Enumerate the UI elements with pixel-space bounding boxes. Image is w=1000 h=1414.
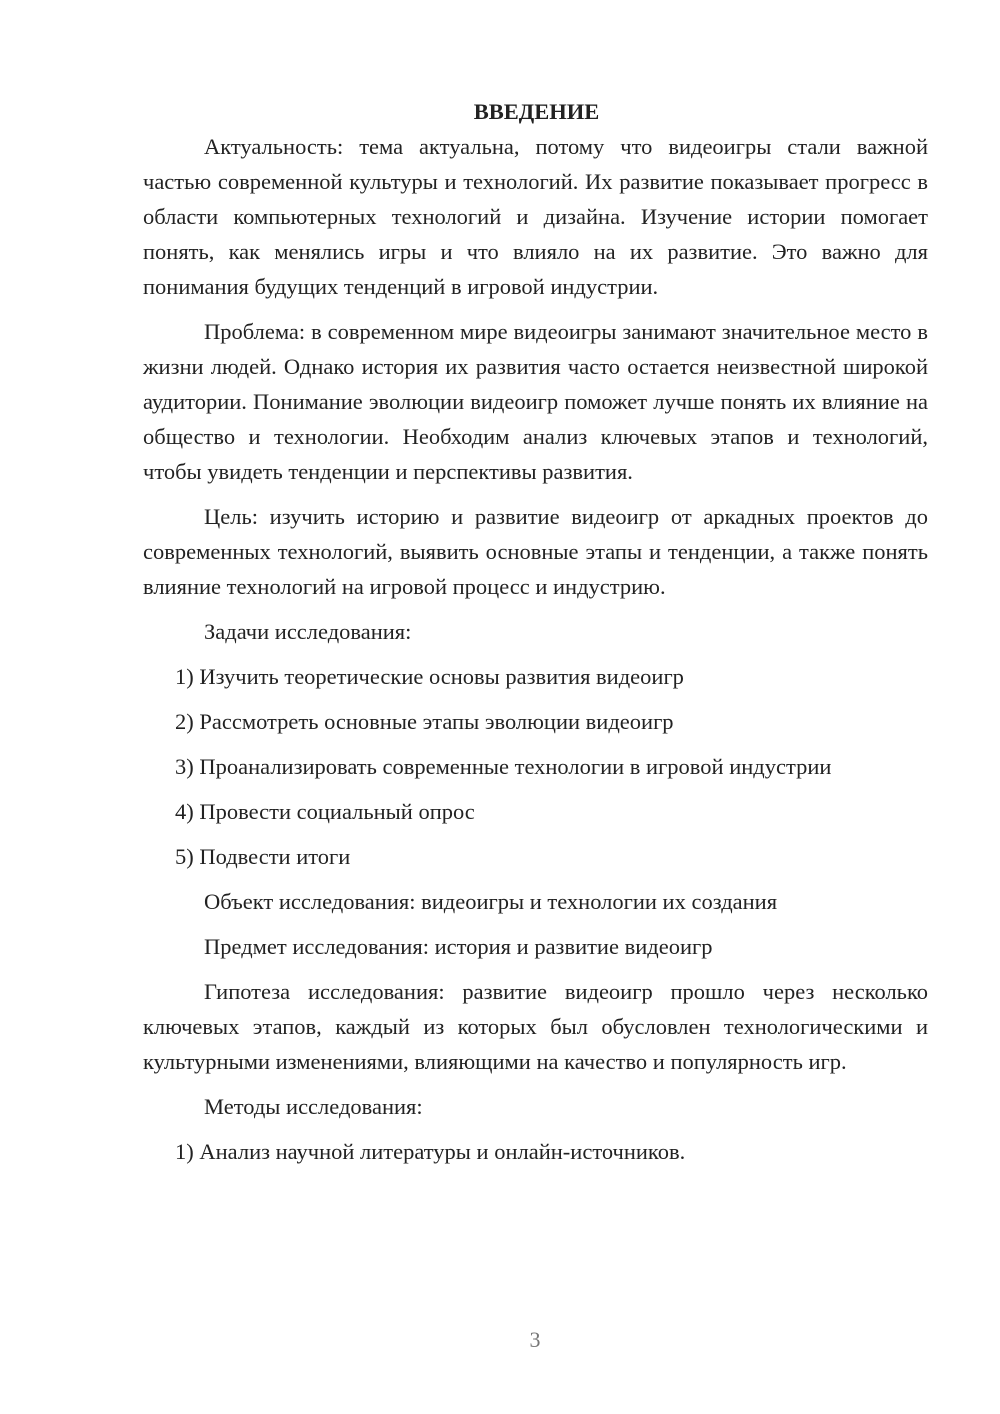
page-content xyxy=(143,94,928,1179)
research-object: Объект исследования: видеоигры и технологии их создания xyxy=(204,889,778,914)
research-subject: Предмет исследования: история и развитие видеоигр xyxy=(204,934,713,959)
paragraph-goal: Цель: изучить историю и развитие видеоигр от аркадных проектов до современных технологий, выявить основные этапы и тенденции, а также понять влияние технологий на игровой процесс и индустрию. xyxy=(143,504,928,599)
list-item: 2) Рассмотреть основные этапы эволюции видеоигр xyxy=(175,709,674,734)
page-number: 3 xyxy=(529,1327,541,1352)
methods-heading: Методы исследования: xyxy=(204,1094,423,1119)
list-item: 1) Изучить теоретические основы развития видеоигр xyxy=(175,664,684,689)
paragraph-hypothesis: Гипотеза исследования: развитие видеоигр прошло через несколько ключевых этапов, каждый из которых был обусловлен технологическими и культурными изменениями, влияющими на качество и популярность игр. xyxy=(143,979,928,1074)
tasks-list xyxy=(143,659,928,874)
list-item: 5) Подвести итоги xyxy=(175,844,351,869)
list-item: 3) Проанализировать современные технологии в игровой индустрии xyxy=(175,754,832,779)
paragraph-relevance: Актуальность: тема актуальна, потому что видеоигры стали важной частью современной культуры и технологий. Их развитие показывает прогресс в области компьютерных технологий и дизайна. Изучение истории помогает понять, как менялись игры и что влияло на их развитие. Это важно для понимания будущих тенденций в игровой индустрии. xyxy=(143,134,928,299)
paragraph-problem: Проблема: в современном мире видеоигры занимают значительное место в жизни людей. Однако история их развития часто остается неизвестной широкой аудитории. Понимание эволюции видеоигр поможет лучше понять их влияние на общество и технологии. Необходим анализ ключевых этапов и технологий, чтобы увидеть тенденции и перспективы развития. xyxy=(143,319,928,484)
methods-list xyxy=(143,1134,928,1169)
tasks-heading: Задачи исследования: xyxy=(204,619,412,644)
list-item: 4) Провести социальный опрос xyxy=(175,799,475,824)
section-title: ВВЕДЕНИЕ xyxy=(473,99,600,124)
list-item: 1) Анализ научной литературы и онлайн-источников. xyxy=(175,1139,686,1164)
